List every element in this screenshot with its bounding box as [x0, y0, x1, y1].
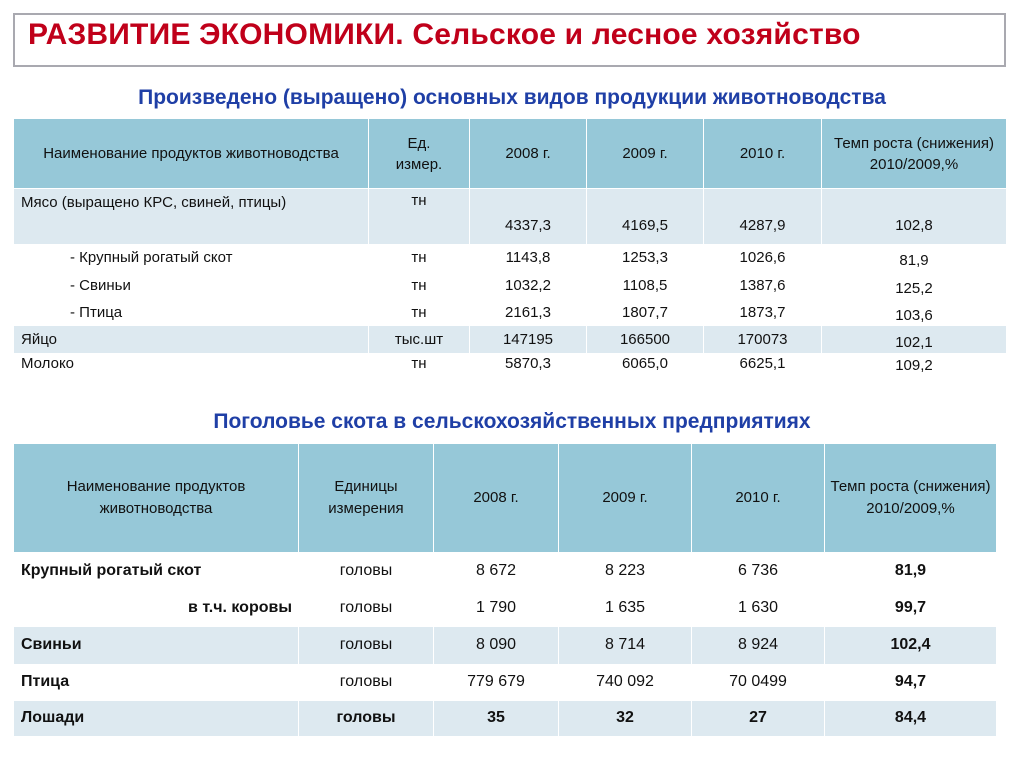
row-2008: 8 090	[434, 627, 559, 664]
livestock-table	[13, 443, 997, 736]
row-2009: 32	[559, 701, 692, 736]
header-2010: 2010 г.	[704, 119, 822, 189]
table-row	[14, 590, 997, 627]
table1-caption: Произведено (выращено) основных видов продукции животноводства	[138, 86, 886, 109]
row-name: Свиньи	[14, 627, 299, 664]
table-row	[14, 299, 1007, 326]
row-rate: 99,7	[825, 590, 997, 627]
row-rate: 125,2	[822, 272, 1007, 299]
row-2009: 1807,7	[587, 299, 704, 326]
row-2008: 2161,3	[470, 299, 587, 326]
header-2008: 2008 г.	[470, 119, 587, 189]
row-rate: 102,8	[822, 189, 1007, 244]
table-row	[14, 189, 1007, 244]
row-2008: 5870,3	[470, 353, 587, 383]
row-2008: 779 679	[434, 664, 559, 701]
row-2008: 1143,8	[470, 244, 587, 272]
row-name: - Свиньи	[14, 272, 369, 299]
row-rate: 109,2	[822, 353, 1007, 383]
row-unit: тн	[369, 299, 470, 326]
row-unit: головы	[299, 590, 434, 627]
header-2009: 2009 г.	[587, 119, 704, 189]
row-name: - Крупный рогатый скот	[14, 244, 369, 272]
row-unit: тн	[369, 244, 470, 272]
table-row	[14, 664, 997, 701]
row-2009: 1253,3	[587, 244, 704, 272]
row-2010: 8 924	[692, 627, 825, 664]
row-name: Птица	[14, 664, 299, 701]
slide-title: РАЗВИТИЕ ЭКОНОМИКИ. Сельское и лесное хозяйство	[28, 18, 861, 51]
row-2009: 6065,0	[587, 353, 704, 383]
production-table	[13, 118, 1007, 383]
table-row	[14, 701, 997, 736]
row-rate: 81,9	[822, 244, 1007, 272]
row-unit: головы	[299, 664, 434, 701]
row-unit: головы	[299, 627, 434, 664]
row-2009: 740 092	[559, 664, 692, 701]
header-rate: Темп роста (снижения) 2010/2009,%	[822, 119, 1007, 189]
row-unit: тыс.шт	[369, 326, 470, 353]
row-2010: 1387,6	[704, 272, 822, 299]
row-2008: 147195	[470, 326, 587, 353]
row-2008: 35	[434, 701, 559, 736]
row-2008: 4337,3	[470, 189, 587, 244]
header-unit: Единицы измерения	[299, 444, 434, 553]
header-2010: 2010 г.	[692, 444, 825, 553]
row-rate: 81,9	[825, 553, 997, 590]
row-unit: тн	[369, 353, 470, 383]
row-rate: 102,1	[822, 326, 1007, 353]
row-rate: 84,4	[825, 701, 997, 736]
row-2009: 8 223	[559, 553, 692, 590]
row-unit: тн	[369, 272, 470, 299]
row-2009: 8 714	[559, 627, 692, 664]
row-2009: 1108,5	[587, 272, 704, 299]
row-2010: 70 0499	[692, 664, 825, 701]
row-2010: 4287,9	[704, 189, 822, 244]
row-2009: 166500	[587, 326, 704, 353]
row-unit: головы	[299, 553, 434, 590]
row-name: - Птица	[14, 299, 369, 326]
row-2010: 6 736	[692, 553, 825, 590]
header-2008: 2008 г.	[434, 444, 559, 553]
table-row	[14, 627, 997, 664]
row-2010: 1026,6	[704, 244, 822, 272]
slide-title-box	[13, 13, 1006, 67]
row-2008: 1032,2	[470, 272, 587, 299]
row-name: Молоко	[14, 353, 369, 383]
row-2010: 170073	[704, 326, 822, 353]
row-unit: тн	[369, 189, 470, 244]
header-2009: 2009 г.	[559, 444, 692, 553]
row-name: Крупный рогатый скот	[14, 553, 299, 590]
row-rate: 103,6	[822, 299, 1007, 326]
row-unit: головы	[299, 701, 434, 736]
header-rate: Темп роста (снижения) 2010/2009,%	[825, 444, 997, 553]
row-2010: 1 630	[692, 590, 825, 627]
row-name: Мясо (выращено КРС, свиней, птицы)	[14, 189, 369, 244]
table-header-row	[14, 444, 997, 553]
row-2010: 6625,1	[704, 353, 822, 383]
row-name: Яйцо	[14, 326, 369, 353]
row-2009: 4169,5	[587, 189, 704, 244]
table-row	[14, 553, 997, 590]
row-2008: 8 672	[434, 553, 559, 590]
header-unit: Ед. измер.	[369, 119, 470, 189]
row-2009: 1 635	[559, 590, 692, 627]
table-row	[14, 272, 1007, 299]
row-2008: 1 790	[434, 590, 559, 627]
table-header-row	[14, 119, 1007, 189]
row-name: в т.ч. коровы	[14, 590, 299, 627]
row-name: Лошади	[14, 701, 299, 736]
header-name: Наименование продуктов животноводства	[14, 444, 299, 553]
table-row	[14, 353, 1007, 383]
table2-caption: Поголовье скота в сельскохозяйственных предприятиях	[213, 410, 811, 433]
row-rate: 94,7	[825, 664, 997, 701]
row-2010: 27	[692, 701, 825, 736]
row-2010: 1873,7	[704, 299, 822, 326]
row-rate: 102,4	[825, 627, 997, 664]
table-row	[14, 244, 1007, 272]
table-row	[14, 326, 1007, 353]
header-name: Наименование продуктов животноводства	[14, 119, 369, 189]
